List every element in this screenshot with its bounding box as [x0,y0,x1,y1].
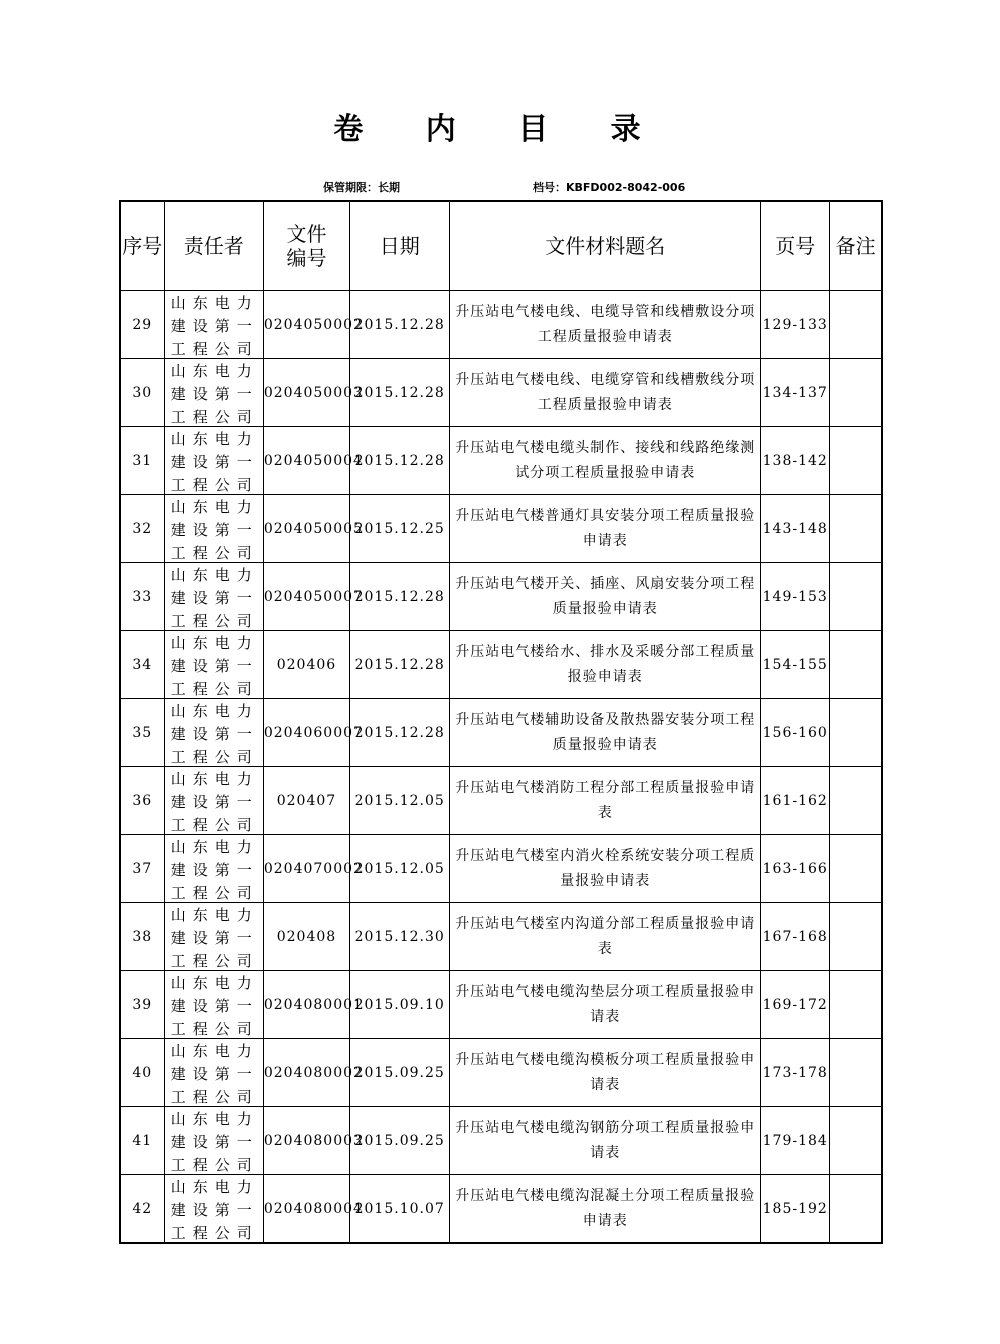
row-note [830,359,882,427]
row-file-title: 升压站电气楼电缆头制作、接线和线路绝缘测试分项工程质量报验申请表 [450,427,761,495]
row-seq: 33 [120,563,164,631]
row-responsible-text: 山东电力建设第一工程公司 [170,497,259,562]
row-file-title: 升压站电气楼室内消火栓系统安装分项工程质量报验申请表 [450,835,761,903]
row-note [830,1039,882,1107]
table-row [120,1039,882,1107]
row-seq: 41 [120,1107,164,1175]
header-note: 备注 [830,201,882,291]
row-file-title: 升压站电气楼电缆沟垫层分项工程质量报验申请表 [450,971,761,1039]
row-responsible [164,563,263,631]
table-row [120,563,882,631]
table-row [120,427,882,495]
row-file-code: 020406 [263,631,349,699]
retention-period: 保管期限：长期 [323,181,400,194]
row-date: 2015.09.10 [350,971,450,1039]
row-page: 185-192 [761,1175,830,1244]
row-page: 143-148 [761,495,830,563]
row-note [830,699,882,767]
row-file-code: 0204050002 [263,291,349,359]
row-seq: 30 [120,359,164,427]
row-file-title: 升压站电气楼电缆沟钢筋分项工程质量报验申请表 [450,1107,761,1175]
row-note [830,1175,882,1244]
row-seq: 36 [120,767,164,835]
row-note [830,971,882,1039]
row-file-title: 升压站电气楼电缆沟模板分项工程质量报验申请表 [450,1039,761,1107]
row-responsible-text: 山东电力建设第一工程公司 [170,565,259,630]
row-file-code: 0204050003 [263,359,349,427]
table-row [120,1107,882,1175]
row-date: 2015.12.28 [350,563,450,631]
table-row [120,699,882,767]
header-page: 页号 [761,201,830,291]
header-responsible: 责任者 [164,201,263,291]
row-seq: 38 [120,903,164,971]
table-row [120,359,882,427]
row-note [830,631,882,699]
row-seq: 37 [120,835,164,903]
row-note [830,1107,882,1175]
row-responsible [164,699,263,767]
row-file-title: 升压站电气楼辅助设备及散热器安装分项工程质量报验申请表 [450,699,761,767]
row-responsible [164,1107,263,1175]
row-note [830,767,882,835]
row-note [830,835,882,903]
page-title: 卷 内 目 录 [333,112,667,147]
row-note [830,427,882,495]
row-responsible [164,971,263,1039]
contents-table [119,200,883,1244]
row-note [830,903,882,971]
row-page: 163-166 [761,835,830,903]
table-row [120,903,882,971]
row-file-code: 0204050004 [263,427,349,495]
row-date: 2015.12.25 [350,495,450,563]
row-file-title: 升压站电气楼室内沟道分部工程质量报验申请表 [450,903,761,971]
row-date: 2015.12.28 [350,359,450,427]
row-file-code: 0204080001 [263,971,349,1039]
table-row [120,1175,882,1244]
row-file-code: 0204060007 [263,699,349,767]
row-file-title: 升压站电气楼开关、插座、风扇安装分项工程质量报验申请表 [450,563,761,631]
row-file-code: 020407 [263,767,349,835]
row-seq: 29 [120,291,164,359]
row-seq: 39 [120,971,164,1039]
row-responsible-text: 山东电力建设第一工程公司 [170,769,259,834]
row-file-code: 0204050005 [263,495,349,563]
header-seq: 序号 [120,201,164,291]
row-date: 2015.09.25 [350,1039,450,1107]
row-file-code: 020408 [263,903,349,971]
row-file-title: 升压站电气楼电线、电缆穿管和线槽敷线分项工程质量报验申请表 [450,359,761,427]
row-file-title: 升压站电气楼给水、排水及采暖分部工程质量报验申请表 [450,631,761,699]
row-file-code: 0204080004 [263,1175,349,1244]
row-responsible-text: 山东电力建设第一工程公司 [170,293,259,358]
row-responsible [164,903,263,971]
row-seq: 34 [120,631,164,699]
row-seq: 42 [120,1175,164,1244]
header-row [120,201,882,291]
row-seq: 35 [120,699,164,767]
row-file-title: 升压站电气楼消防工程分部工程质量报验申请表 [450,767,761,835]
row-date: 2015.12.28 [350,631,450,699]
header-file-code: 文件编号 [263,201,349,291]
row-file-title: 升压站电气楼电缆沟混凝土分项工程质量报验申请表 [450,1175,761,1244]
row-responsible [164,1175,263,1244]
row-responsible [164,1039,263,1107]
row-responsible-text: 山东电力建设第一工程公司 [170,701,259,766]
table-row [120,631,882,699]
row-file-code: 0204080003 [263,1107,349,1175]
row-date: 2015.12.28 [350,699,450,767]
row-date: 2015.09.25 [350,1107,450,1175]
table-row [120,971,882,1039]
row-date: 2015.12.05 [350,835,450,903]
row-page: 134-137 [761,359,830,427]
row-page: 129-133 [761,291,830,359]
row-responsible [164,835,263,903]
row-file-title: 升压站电气楼电线、电缆导管和线槽敷设分项工程质量报验申请表 [450,291,761,359]
row-date: 2015.12.28 [350,427,450,495]
row-responsible-text: 山东电力建设第一工程公司 [170,633,259,698]
row-page: 173-178 [761,1039,830,1107]
row-responsible-text: 山东电力建设第一工程公司 [170,837,259,902]
table-row [120,291,882,359]
row-responsible [164,291,263,359]
row-seq: 31 [120,427,164,495]
row-date: 2015.12.05 [350,767,450,835]
row-responsible-text: 山东电力建设第一工程公司 [170,429,259,494]
row-file-code: 0204050007 [263,563,349,631]
row-date: 2015.10.07 [350,1175,450,1244]
row-responsible [164,495,263,563]
row-responsible [164,631,263,699]
row-responsible-text: 山东电力建设第一工程公司 [170,1177,259,1242]
row-date: 2015.12.30 [350,903,450,971]
row-page: 167-168 [761,903,830,971]
table-row [120,835,882,903]
row-responsible-text: 山东电力建设第一工程公司 [170,905,259,970]
row-seq: 40 [120,1039,164,1107]
row-note [830,291,882,359]
row-responsible [164,359,263,427]
table-row [120,495,882,563]
header-file-title: 文件材料题名 [450,201,761,291]
row-seq: 32 [120,495,164,563]
row-page: 169-172 [761,971,830,1039]
row-page: 161-162 [761,767,830,835]
row-page: 154-155 [761,631,830,699]
row-file-code: 0204080002 [263,1039,349,1107]
row-responsible-text: 山东电力建设第一工程公司 [170,1109,259,1174]
row-file-title: 升压站电气楼普通灯具安装分项工程质量报验申请表 [450,495,761,563]
row-page: 179-184 [761,1107,830,1175]
table-row [120,767,882,835]
row-page: 156-160 [761,699,830,767]
row-responsible [164,767,263,835]
archive-number: 档号：KBFD002-8042-006 [533,181,686,194]
row-responsible-text: 山东电力建设第一工程公司 [170,973,259,1038]
header-date: 日期 [350,201,450,291]
row-note [830,495,882,563]
row-file-code: 0204070002 [263,835,349,903]
row-responsible-text: 山东电力建设第一工程公司 [170,1041,259,1106]
row-page: 149-153 [761,563,830,631]
row-note [830,563,882,631]
row-responsible-text: 山东电力建设第一工程公司 [170,361,259,426]
row-responsible [164,427,263,495]
row-date: 2015.12.28 [350,291,450,359]
row-page: 138-142 [761,427,830,495]
